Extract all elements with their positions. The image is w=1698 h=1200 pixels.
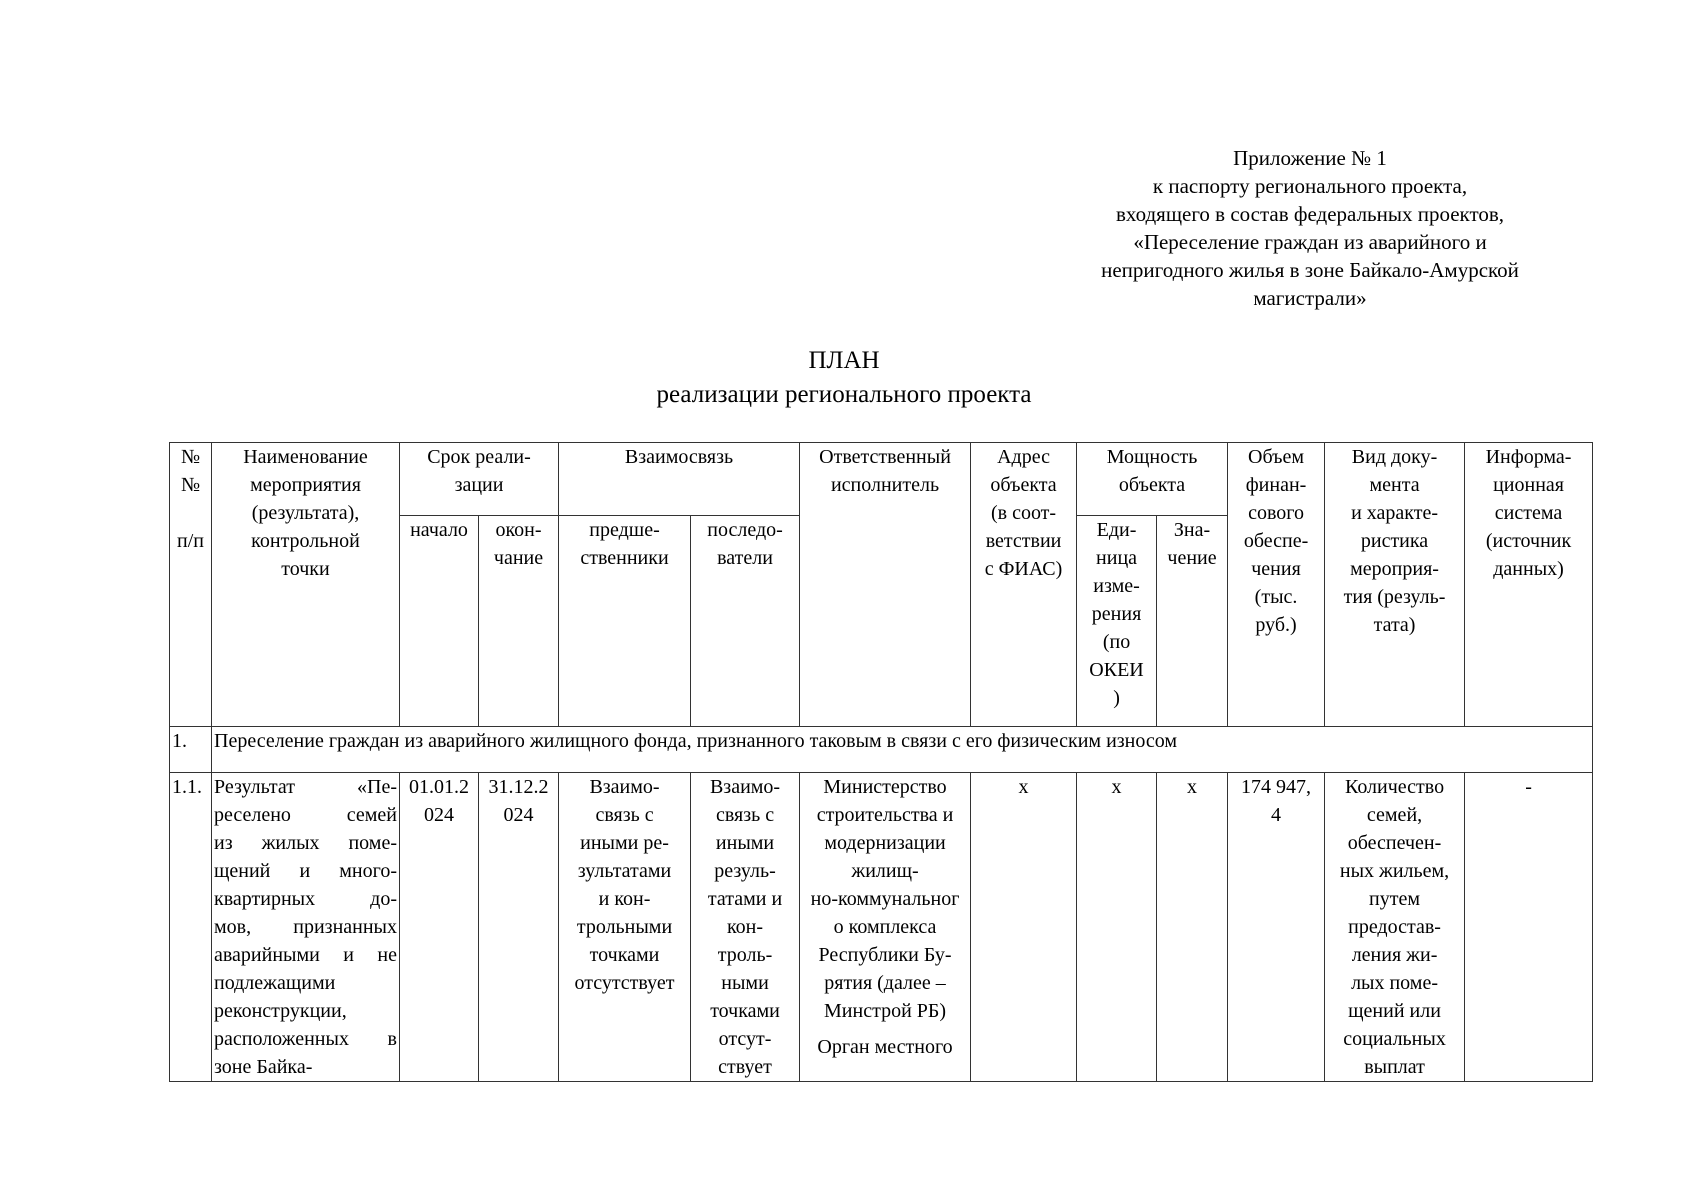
appendix-line: непригодного жилья в зоне Байкало-Амурской	[1101, 258, 1519, 282]
plan-table	[169, 442, 1593, 1082]
header-cap-value: Зна- чение	[1157, 516, 1228, 727]
header-doc: Вид доку- мента и характе- ристика мероприя- тия (резуль- тата)	[1325, 443, 1465, 727]
row-end-date: 31.12.2 024	[479, 773, 559, 1082]
row-cap-value: х	[1157, 773, 1228, 1082]
appendix-line: к паспорту регионального проекта,	[1152, 174, 1468, 198]
section-title: Переселение граждан из аварийного жилищного фонда, признанного таковым в связи с его физическим износом	[212, 727, 1593, 773]
header-responsible: Ответственный исполнитель	[800, 443, 971, 727]
title-line-1: ПЛАН	[808, 347, 880, 374]
section-num: 1.	[170, 727, 212, 773]
header-link-next: последо- ватели	[691, 516, 800, 727]
appendix-line: Приложение № 1	[1233, 146, 1387, 170]
row-successors: Взаимо- связь с иными резуль- татами и кон- троль- ными точками отсут- ствует	[691, 773, 800, 1082]
header-name: Наименование мероприятия (результата), контрольной точки	[212, 443, 400, 727]
row-cap-unit: х	[1077, 773, 1157, 1082]
header-link: Взаимосвязь	[559, 443, 800, 516]
row-start-date: 01.01.2 024	[400, 773, 479, 1082]
table-header-row-1	[170, 443, 1593, 516]
table-section-row	[170, 727, 1593, 773]
appendix-line: «Переселение граждан из аварийного и	[1133, 230, 1487, 254]
appendix-line: магистрали»	[1253, 286, 1367, 310]
table-row	[170, 773, 1593, 1082]
appendix-block	[1040, 144, 1580, 312]
title-line-2: реализации регионального проекта	[656, 381, 1032, 408]
row-responsible: Министерство строительства и модернизации жилищ- но-коммунальног о комплекса Республики Бу- рятия (далее – Минстрой РБ) Орган местного	[800, 773, 971, 1082]
row-funding: 174 947, 4	[1228, 773, 1325, 1082]
header-term-start: начало	[400, 516, 479, 727]
row-num: 1.1.	[170, 773, 212, 1082]
header-address: Адрес объекта (в соот- ветствии с ФИАС)	[971, 443, 1077, 727]
header-num: № № п/п	[170, 443, 212, 727]
header-term-end: окон- чание	[479, 516, 559, 727]
row-responsible-2: Орган местного	[817, 1036, 953, 1058]
row-doc: Количество семей, обеспечен- ных жильем, путем предостав- ления жи- лых поме- щений или социальных выплат	[1325, 773, 1465, 1082]
row-name: Результат «Пе- реселено семей из жилых поме- щений и много- квартирных до- мов, признанных аварийными и не подлежащими реконструкции, расположенных в зоне Байка-	[212, 773, 400, 1082]
header-link-pred: предше- ственники	[559, 516, 691, 727]
appendix-line: входящего в состав федеральных проектов,	[1115, 202, 1505, 226]
header-info: Информа- ционная система (источник данных)	[1465, 443, 1593, 727]
document-title	[0, 344, 1698, 412]
row-info: -	[1465, 773, 1593, 1082]
header-capacity: Мощность объекта	[1077, 443, 1228, 516]
header-cap-unit: Еди- ница изме- рения (по ОКЕИ )	[1077, 516, 1157, 727]
header-term: Срок реали- зации	[400, 443, 559, 516]
header-funding: Объем финан- сового обеспе- чения (тыс. руб.)	[1228, 443, 1325, 727]
row-address: х	[971, 773, 1077, 1082]
row-predecessors: Взаимо- связь с иными ре- зультатами и кон- трольными точками отсутствует	[559, 773, 691, 1082]
